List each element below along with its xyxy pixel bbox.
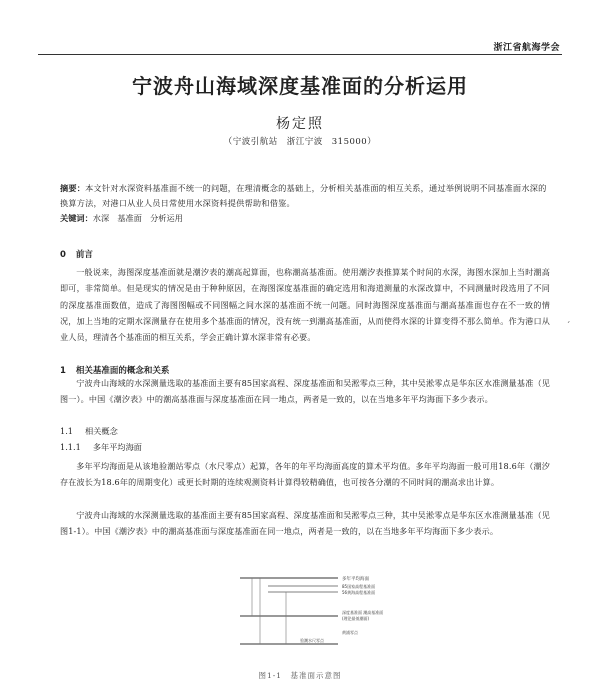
header-rule bbox=[38, 54, 562, 55]
abstract bbox=[60, 181, 550, 210]
journal-header: 浙江省航海学会 bbox=[493, 43, 560, 53]
section-0-title: 前言 bbox=[75, 250, 93, 260]
subsection-1-1-title: 相关概念 bbox=[85, 426, 118, 436]
label-chart-datum: 深度基准面 潮高基准面 bbox=[342, 610, 384, 615]
section-0-number: 0 bbox=[60, 250, 66, 260]
abstract-text: 本文针对水深资料基准面不统一的问题，在理清概念的基础上，分析相关基准面的相互关系，通过举例说明不同基准面水深的换算方法，对港口从业人员日常使用水深资料提供帮助和借鉴。 bbox=[60, 183, 547, 208]
subsection-1-1-1-title: 多年平均海面 bbox=[92, 442, 142, 452]
section-1-title: 相关基准面的概念和关系 bbox=[75, 366, 170, 376]
keywords-text: 水深 基准面 分析运用 bbox=[92, 213, 183, 223]
affiliation: （宁波引航站 浙江宁波 315000） bbox=[223, 137, 377, 147]
datum-text: 宁波舟山海域的水深测量选取的基准面主要有85国家高程、深度基准面和吴淞零点三种，其中吴淞零点是华东区水准测量基准（见图1-1）。中国《潮汐表》中的潮高基准面与深度基准面在同一地点，两者是一致的，以在当地多年平均海面下多少表示。 bbox=[60, 510, 550, 537]
figure-caption: 图1-1 基准面示意图 bbox=[258, 671, 342, 680]
section-1-paragraph bbox=[60, 375, 550, 408]
label-h85: 85国家高程基准面 bbox=[342, 584, 376, 589]
section-1-number: 1 bbox=[60, 366, 66, 376]
subsection-1-1-1-text: 多年平均海面是从该地验潮站零点（水尺零点）起算，各年的年平均海面高度的算术平均值。多年平均海面一般可用18.6年（潮汐存在波长为18.6年的周期变化）或更长时期的连续观测资料计算得较精确值，也可按各分潮的不同时间的潮高求出计算。 bbox=[60, 461, 550, 488]
margin-mark: ˊ bbox=[566, 322, 571, 332]
label-msl: 多年平均海面 bbox=[342, 577, 369, 582]
section-0-heading bbox=[60, 248, 93, 260]
abstract-label: 摘要： bbox=[60, 183, 86, 193]
datum-paragraph bbox=[60, 507, 550, 540]
subsection-1-1-number: 1.1 bbox=[60, 426, 74, 436]
label-staff-zero: 验潮水尺零点 bbox=[300, 638, 324, 643]
subsection-1-1-heading bbox=[60, 426, 118, 437]
keywords-label: 关键词： bbox=[60, 213, 93, 223]
paper-title: 宁波舟山海域深度基准面的分析运用 bbox=[132, 74, 468, 98]
subsection-1-1-1-number: 1.1.1 bbox=[60, 442, 81, 452]
label-chart-datum-note: (理论最低潮面) bbox=[342, 616, 370, 621]
label-h56: 56黄海高程基准面 bbox=[342, 590, 376, 595]
section-1-text: 宁波舟山海域的水深测量选取的基准面主要有85国家高程、深度基准面和吴淞零点三种，其中吴淞零点是华东区水准测量基准（见图一）。中国《潮汐表》中的潮高基准面与深度基准面在同一地点，两者是一致的，以在当地多年平均海面下多少表示。 bbox=[60, 378, 550, 405]
intro-text: 一般说来，海图深度基准面就是潮汐表的潮高起算面，也称潮高基准面。使用潮汐表推算某个时间的水深，海图水深加上当时潮高即可，非常简单。但是现实的情况是由于种种原因，在海图深度基准面的确定选用和海道测量的水深改算中，不同测量时段选用了不同的深度基准面数值，造成了海图图幅或不同图幅之间水深的基准面不统一问题。同时海图深度基准面与潮高基准面也存在不一致的情况，加上当地的定期水深测量存在使用多个基准面的情况，没有统一到潮高基准面，从而使得水深的计算变得不那么简单。作为港口从业人员，理清各个基准面的相互关系，学会正确计算水深非常有必要。 bbox=[60, 267, 550, 343]
label-ground: 黄浦零点 bbox=[342, 630, 358, 635]
keywords bbox=[60, 213, 550, 224]
intro-paragraph bbox=[60, 264, 550, 345]
author: 杨定照 bbox=[276, 116, 324, 132]
subsection-1-1-1-paragraph bbox=[60, 458, 550, 491]
datum-diagram bbox=[238, 562, 398, 668]
subsection-1-1-1-heading bbox=[60, 442, 142, 453]
